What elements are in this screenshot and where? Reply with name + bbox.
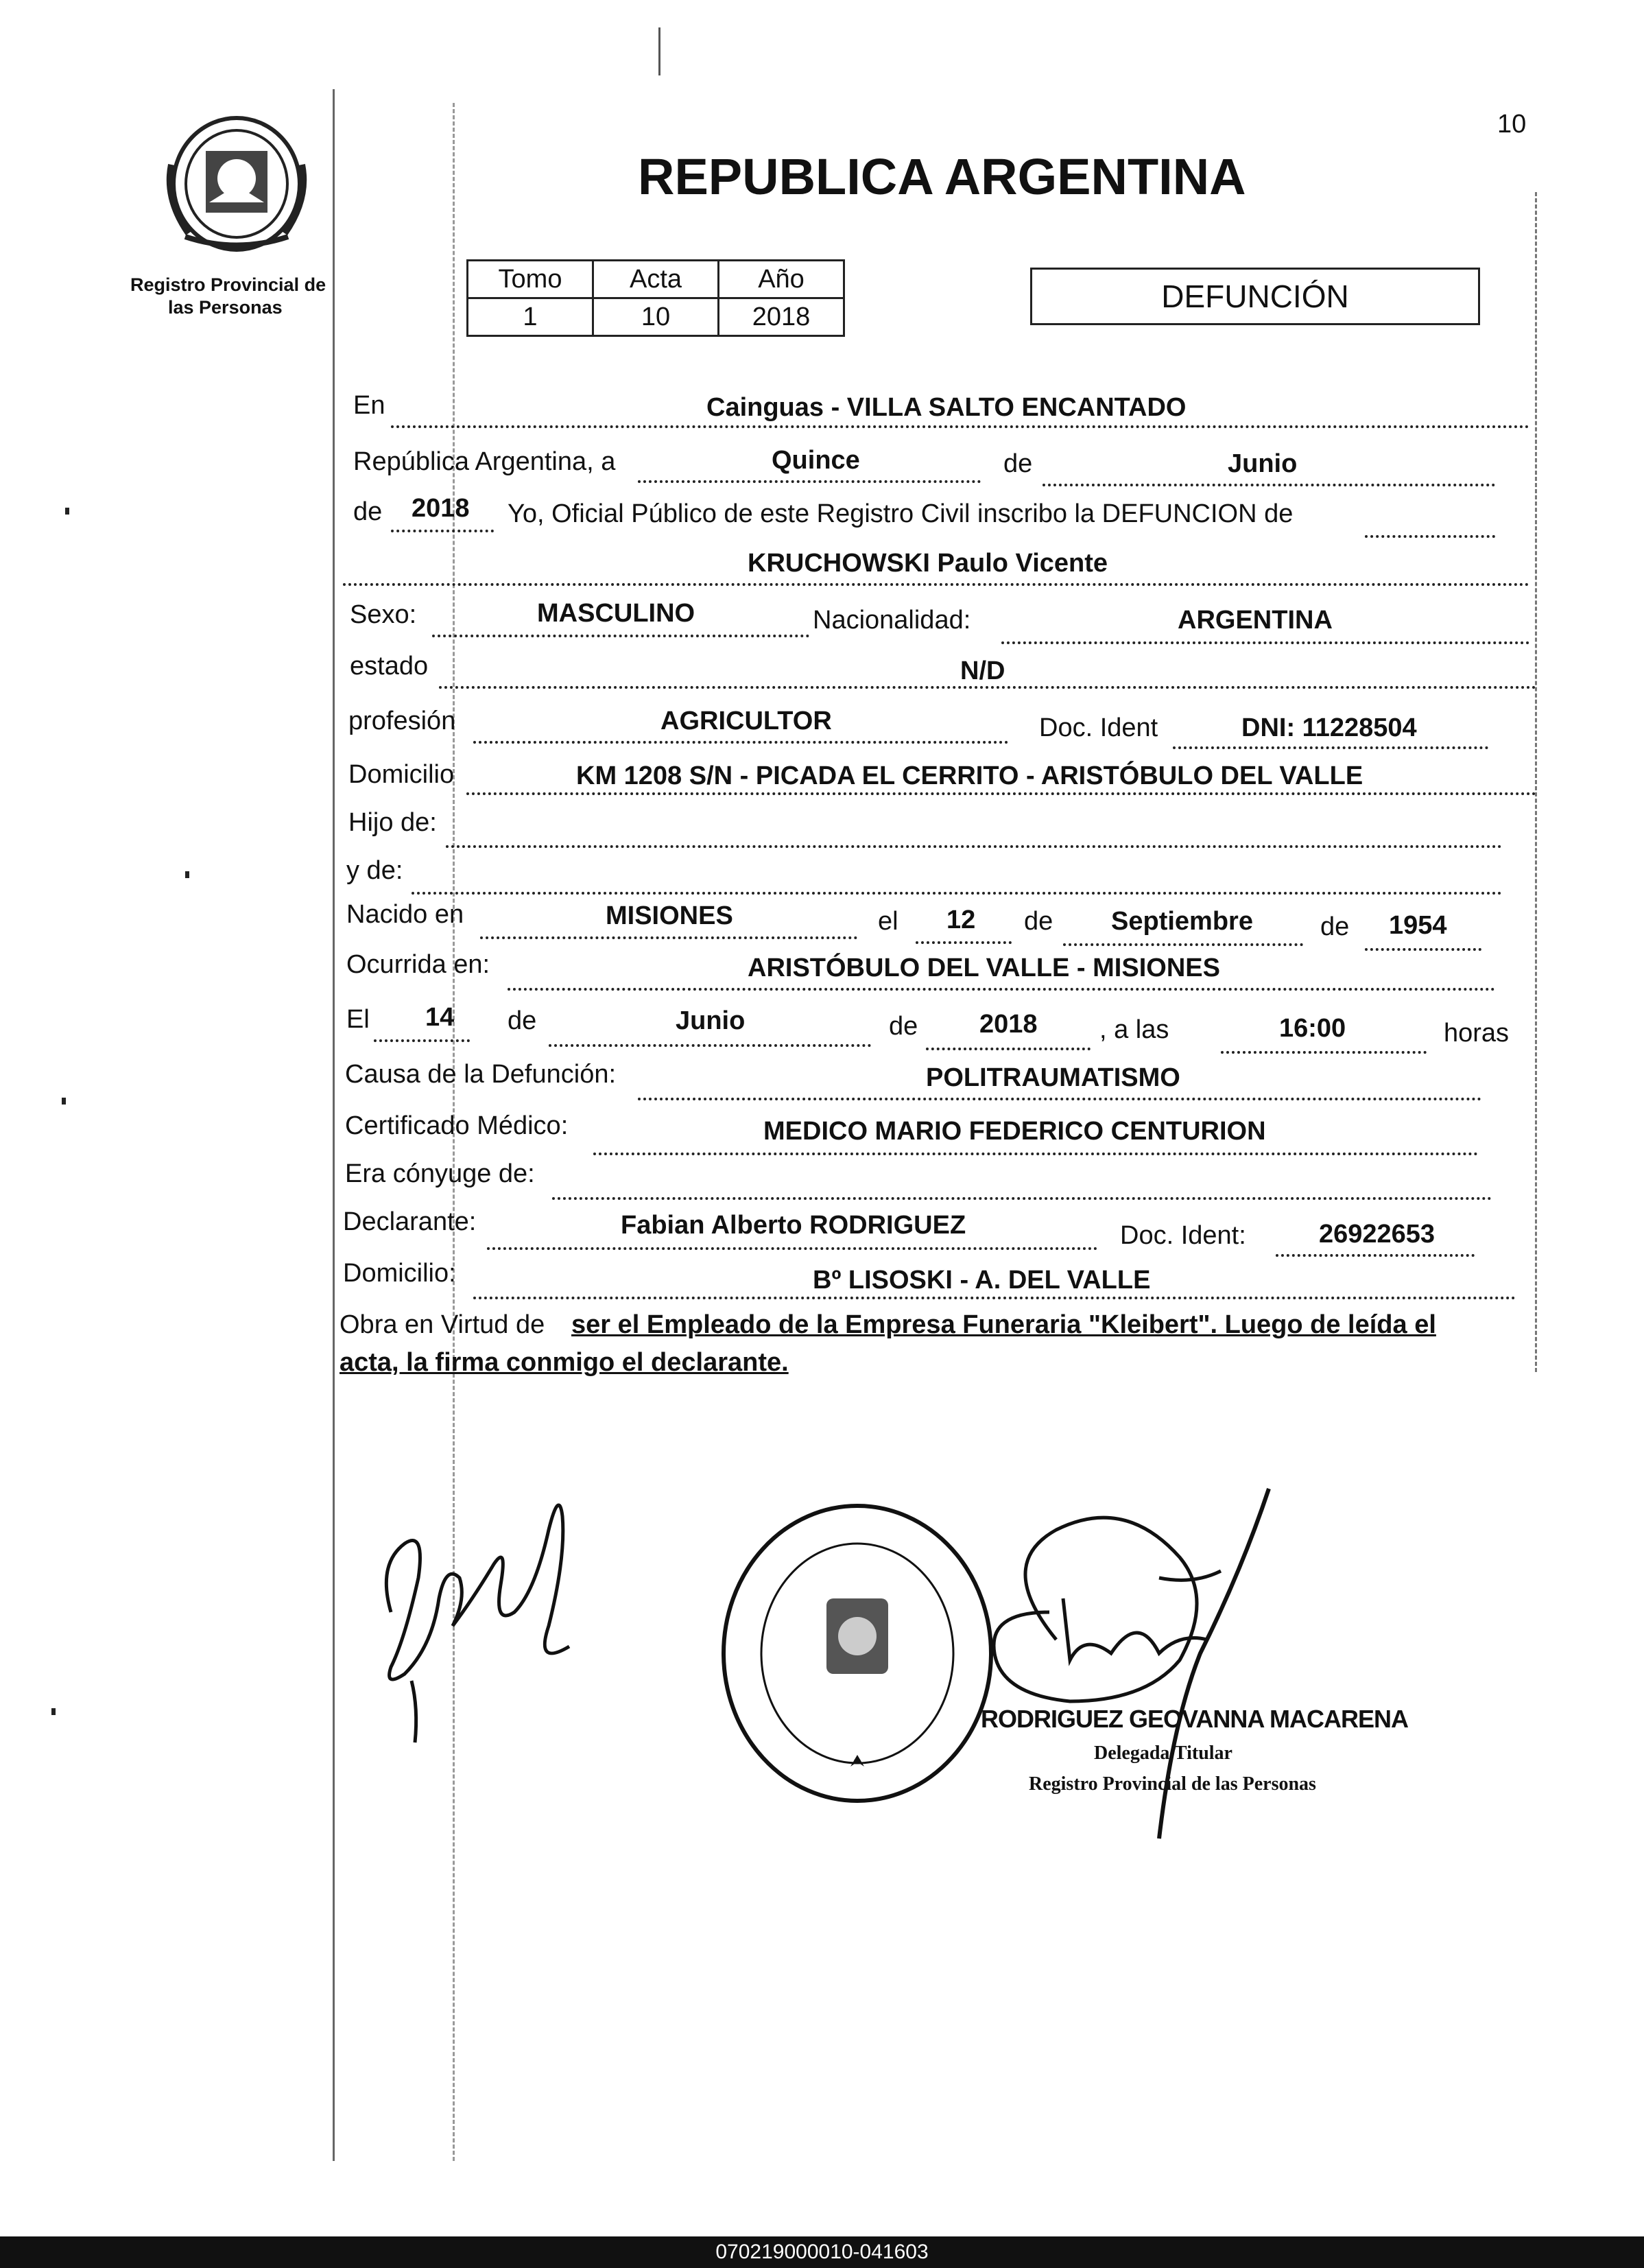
domicilio-line <box>466 792 1536 795</box>
speck <box>65 508 69 515</box>
day-words: Quince <box>772 446 860 475</box>
footer-bar <box>0 2236 1644 2268</box>
death-day: 14 <box>425 1003 455 1032</box>
officer-title: Delegada Titular <box>1094 1743 1232 1764</box>
declarante-label: Declarante: <box>343 1207 477 1236</box>
birth-month: Septiembre <box>1111 907 1253 936</box>
obra-text-2: acta, la firma conmigo el declarante. <box>339 1348 789 1377</box>
profesion-line <box>473 741 1008 744</box>
birth-year-line <box>1365 948 1481 951</box>
de-label-4: de <box>508 1006 537 1035</box>
table-header-tomo: Tomo <box>468 261 593 298</box>
de-label-5: de <box>889 1012 918 1041</box>
obra-label: Obra en Virtud de <box>339 1310 545 1339</box>
doc-label: Doc. Ident <box>1039 713 1158 742</box>
day-line <box>638 480 981 483</box>
declarante-domicilio-line <box>473 1297 1516 1299</box>
el-label-2: El <box>346 1005 370 1034</box>
binding-line-left <box>333 89 335 2161</box>
estado-line <box>439 686 1536 689</box>
de-label: de <box>1003 449 1033 478</box>
death-year-line <box>926 1048 1091 1050</box>
conyuge-label: Era cónyuge de: <box>345 1159 535 1188</box>
estado: N/D <box>960 657 1005 685</box>
obra-text-1: ser el Empleado de la Empresa Funeraria "Kleibert". Luego de leída el <box>571 1310 1436 1339</box>
declarante-domicilio: Bº LISOSKI - A. DEL VALLE <box>813 1266 1151 1295</box>
name-line <box>343 583 1529 586</box>
misiones-crest-icon <box>158 110 315 254</box>
officer-signature-icon <box>974 1475 1358 1859</box>
de-label-2: de <box>1024 907 1053 936</box>
nacido-label: Nacido en <box>346 900 464 929</box>
domicilio: KM 1208 S/N - PICADA EL CERRITO - ARISTÓBULO DEL VALLE <box>576 761 1363 790</box>
page-title: REPUBLICA ARGENTINA <box>638 148 1246 205</box>
speck <box>51 1708 56 1715</box>
death-day-line <box>374 1039 470 1042</box>
declarante-doc: 26922653 <box>1319 1220 1435 1249</box>
estado-label: estado <box>350 652 429 681</box>
doc-line <box>1173 746 1488 749</box>
sexo: MASCULINO <box>537 599 695 628</box>
table-header-anio: Año <box>719 261 844 298</box>
doc: DNI: 11228504 <box>1241 713 1417 742</box>
footer-code: 070219000010-041603 <box>715 2241 929 2263</box>
binding-line-top <box>658 27 660 75</box>
hijo-label: Hijo de: <box>348 808 437 837</box>
causa-label: Causa de la Defunción: <box>345 1060 617 1089</box>
declarante-doc-line <box>1276 1254 1475 1257</box>
statement: Yo, Oficial Público de este Registro Civil inscribo la DEFUNCION de <box>508 499 1294 528</box>
ocurrida-label: Ocurrida en: <box>346 950 490 979</box>
horas-label: horas <box>1444 1019 1510 1048</box>
hijo-line <box>446 845 1502 848</box>
nacionalidad-line <box>1001 641 1529 644</box>
death-month-line <box>549 1044 871 1047</box>
ocurrida-line <box>508 988 1495 991</box>
statement-line <box>1365 535 1495 538</box>
conyuge-line <box>552 1197 1492 1200</box>
doc-label-2: Doc. Ident: <box>1120 1221 1246 1250</box>
table-value-anio: 2018 <box>719 298 844 336</box>
profesion: AGRICULTOR <box>660 707 832 735</box>
birth-day-line <box>916 941 1012 944</box>
record-table <box>466 259 845 337</box>
registry-name-line1: Registro Provincial de <box>130 274 326 295</box>
year-line <box>391 530 494 532</box>
profesion-label: profesión <box>348 707 456 735</box>
nacido-line <box>480 936 857 939</box>
death-time: 16:00 <box>1279 1014 1346 1043</box>
en-label: En <box>353 391 385 420</box>
table-value-tomo: 1 <box>468 298 593 336</box>
officer-office: Registro Provincial de las Personas <box>1029 1773 1316 1795</box>
birth-year: 1954 <box>1389 911 1447 940</box>
year: 2018 <box>412 494 470 523</box>
certificado: MEDICO MARIO FEDERICO CENTURION <box>763 1117 1266 1146</box>
causa-line <box>638 1098 1481 1100</box>
officer-name: RODRIGUEZ GEOVANNA MACARENA <box>981 1705 1409 1733</box>
month-line <box>1043 484 1495 486</box>
year-label: de <box>353 497 383 526</box>
month: Junio <box>1228 449 1298 478</box>
sexo-line <box>432 635 809 637</box>
sexo-label: Sexo: <box>350 600 417 629</box>
page-number: 10 <box>1497 110 1527 139</box>
death-month: Junio <box>676 1006 746 1035</box>
en-value: Cainguas - VILLA SALTO ENCANTADO <box>706 393 1187 422</box>
official-stamp-icon <box>713 1496 1001 1811</box>
certificado-line <box>593 1153 1478 1155</box>
speck <box>185 871 189 878</box>
domicilio-label-2: Domicilio: <box>343 1259 456 1288</box>
yde-line <box>412 892 1502 895</box>
republica-label: República Argentina, a <box>353 447 616 476</box>
declarante: Fabian Alberto RODRIGUEZ <box>621 1211 966 1240</box>
certificado-label: Certificado Médico: <box>345 1111 569 1140</box>
causa: POLITRAUMATISMO <box>926 1063 1180 1092</box>
nacionalidad-label: Nacionalidad: <box>813 606 971 635</box>
death-year: 2018 <box>979 1010 1038 1039</box>
birth-day: 12 <box>946 906 976 934</box>
el-label: el <box>878 907 898 936</box>
domicilio-label: Domicilio <box>348 760 455 789</box>
ocurrida-en: ARISTÓBULO DEL VALLE - MISIONES <box>748 954 1220 982</box>
declarante-line <box>487 1247 1097 1250</box>
table-header-acta: Acta <box>593 261 719 298</box>
nacido-en: MISIONES <box>606 901 733 930</box>
declarant-signature-icon <box>364 1461 590 1749</box>
death-time-line <box>1221 1051 1427 1054</box>
deceased-name: KRUCHOWSKI Paulo Vicente <box>748 549 1108 578</box>
nacionalidad: ARGENTINA <box>1178 606 1333 635</box>
yde-label: y de: <box>346 856 403 885</box>
speck <box>62 1098 66 1105</box>
birth-month-line <box>1063 943 1303 946</box>
table-value-acta: 10 <box>593 298 719 336</box>
de-label-3: de <box>1320 912 1350 941</box>
record-type-box: DEFUNCIÓN <box>1030 268 1480 325</box>
alas-label: , a las <box>1099 1015 1169 1044</box>
registry-name-line2: las Personas <box>168 297 283 318</box>
binding-line-right <box>1535 192 1537 1372</box>
en-line <box>391 425 1529 428</box>
